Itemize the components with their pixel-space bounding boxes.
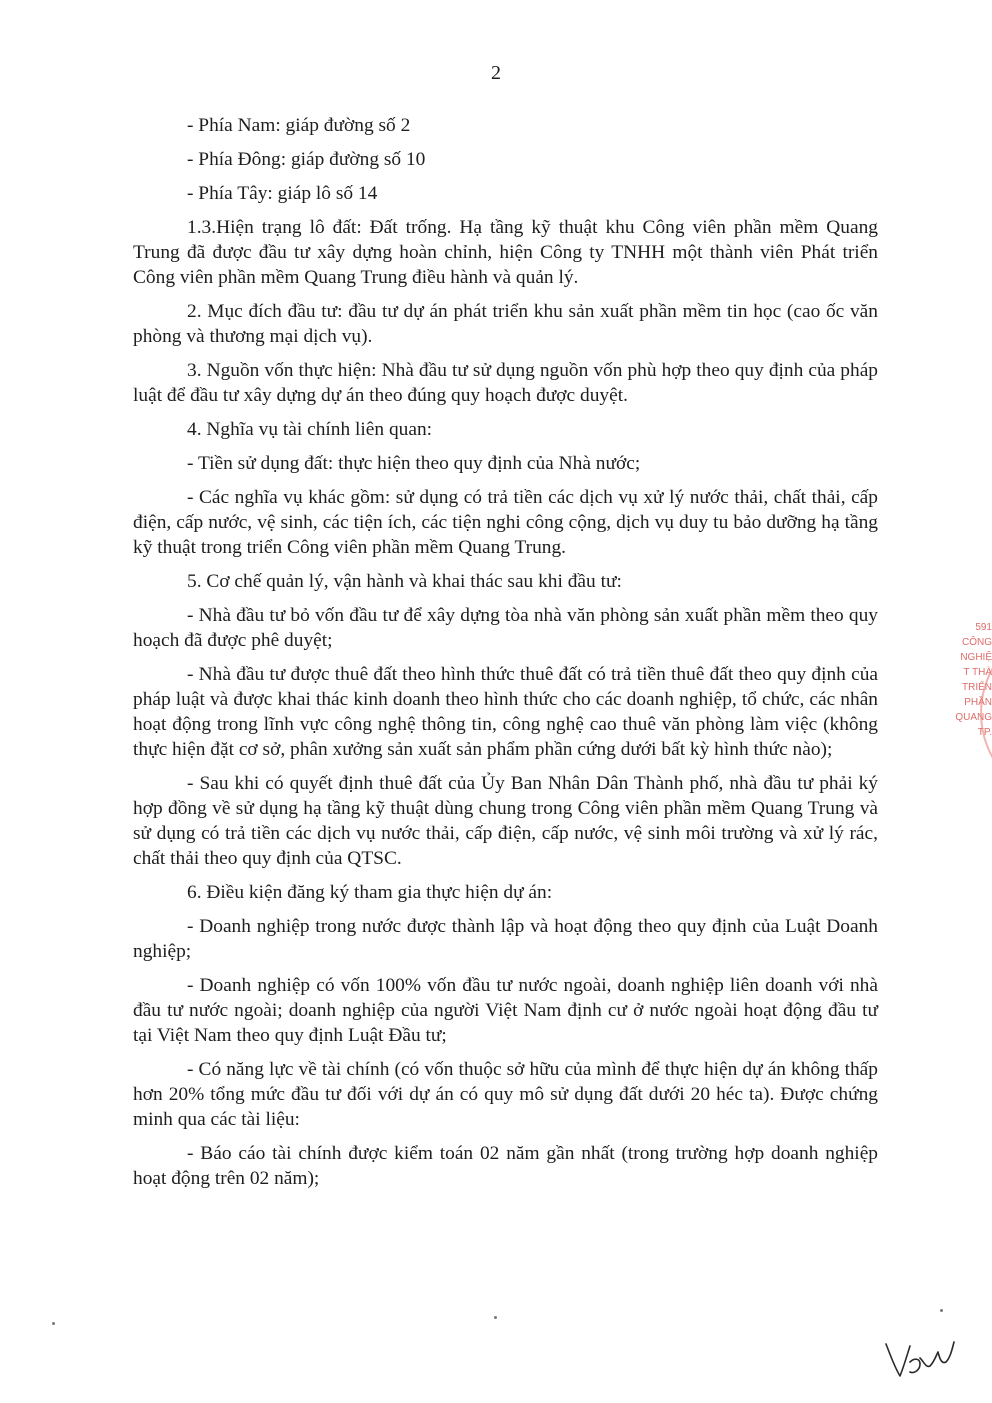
seal-text-line: T THÀ (963, 667, 992, 678)
paragraph-west-boundary: - Phía Tây: giáp lô số 14 (187, 183, 378, 204)
company-seal (950, 620, 992, 800)
paragraph-domestic-enterprise: - Doanh nghiệp trong nước được thành lập và hoạt động theo quy định của Luật Doanh nghiệp; (133, 916, 878, 962)
page-number: 2 (491, 62, 501, 84)
seal-text-line: QUANG (955, 712, 992, 723)
paragraph-infrastructure-contract: - Sau khi có quyết định thuê đất của Ủy Ban Nhân Dân Thành phố, nhà đầu tư phải ký hợp đồng về sử dụng hạ tầng kỹ thuật dùng chung trong Công viên phần mềm Quang Trung và sử dụng có trả tiền các dịch vụ nước thải, cấp điện, cấp nước, vệ sinh môi trường và xử lý rác, chất thải theo quy định của QTSC. (133, 773, 878, 869)
paragraph-financial-capacity: - Có năng lực về tài chính (có vốn thuộc sở hữu của mình để thực hiện dự án không thấp hơn 20% tổng mức đầu tư đối với dự án có quy mô sử dụng đất dưới 20 héc ta). Được chứng minh qua các tài liệu: (133, 1059, 878, 1130)
seal-text-line: TP. (977, 727, 992, 738)
paragraph-funding-source: 3. Nguồn vốn thực hiện: Nhà đầu tư sử dụng nguồn vốn phù hợp theo quy định của pháp luật để đầu tư xây dựng dự án theo đúng quy hoạch được duyệt. (133, 360, 878, 406)
paragraph-other-obligations: - Các nghĩa vụ khác gồm: sử dụng có trả tiền các dịch vụ xử lý nước thải, chất thải, cấp điện, cấp nước, vệ sinh, các tiện ích, các tiện nghi công cộng, dịch vụ duy tu bảo dưỡng hạ tầng kỹ thuật trong triển Công viên phần mềm Quang Trung. (133, 487, 878, 558)
document-body (133, 113, 878, 1200)
paragraph-investor-capital: - Nhà đầu tư bỏ vốn đầu tư để xây dựng tòa nhà văn phòng sản xuất phần mềm theo quy hoạch đã được phê duyệt; (133, 605, 878, 651)
paragraph-site-status: 1.3.Hiện trạng lô đất: Đất trống. Hạ tầng kỹ thuật khu Công viên phần mềm Quang Trung đã được đầu tư xây dựng hoàn chỉnh, hiện Công ty TNHH một thành viên Phát triển Công viên phần mềm Quang Trung điều hành và quản lý. (133, 217, 878, 288)
paragraph-management-mechanism: 5. Cơ chế quản lý, vận hành và khai thác sau khi đầu tư: (187, 571, 622, 592)
paragraph-financial-obligations: 4. Nghĩa vụ tài chính liên quan: (187, 419, 433, 440)
paragraph-foreign-enterprise: - Doanh nghiệp có vốn 100% vốn đầu tư nước ngoài, doanh nghiệp liên doanh với nhà đầu tư nước ngoài; doanh nghiệp của người Việt Nam định cư ở nước ngoài hoạt động đầu tư tại Việt Nam theo quy định Luật Đầu tư; (133, 975, 878, 1046)
paragraph-land-use-fee: - Tiền sử dụng đất: thực hiện theo quy định của Nhà nước; (187, 453, 641, 474)
seal-text-line: 591 (975, 622, 992, 633)
paragraph-investment-purpose: 2. Mục đích đầu tư: đầu tư dự án phát triển khu sản xuất phần mềm tin học (cao ốc văn phòng và thương mại dịch vụ). (133, 301, 878, 347)
seal-text-line: PHẦN (964, 697, 992, 708)
scan-speck (940, 1309, 943, 1312)
paragraph-audited-reports: - Báo cáo tài chính được kiểm toán 02 năm gần nhất (trong trường hợp doanh nghiệp hoạt động trên 02 năm); (133, 1143, 878, 1189)
seal-text-line: TRIỂN (962, 682, 992, 693)
paragraph-land-lease: - Nhà đầu tư được thuê đất theo hình thức thuê đất có trả tiền thuê đất theo quy định của pháp luật và được khai thác kinh doanh theo hình thức cho các doanh nghiệp, tổ chức, các nhân hoạt động trong lĩnh vực công nghệ thông tin, công nghệ cao thuê văn phòng làm việc (không thực hiện đặt cơ sở, phân xưởng sản xuất sản phẩm phần cứng dưới bất kỳ hình thức nào); (133, 664, 878, 760)
scan-speck (52, 1322, 55, 1325)
paragraph-east-boundary: - Phía Đông: giáp đường số 10 (187, 149, 426, 170)
paragraph-south-boundary: - Phía Nam: giáp đường số 2 (187, 115, 411, 136)
handwritten-signature-icon (880, 1332, 960, 1387)
paragraph-registration-conditions: 6. Điều kiện đăng ký tham gia thực hiện dự án: (187, 882, 553, 903)
seal-text-line: NGHIỆ (960, 652, 992, 663)
seal-text-line: CÔNG (962, 637, 992, 648)
scan-speck (494, 1316, 497, 1319)
